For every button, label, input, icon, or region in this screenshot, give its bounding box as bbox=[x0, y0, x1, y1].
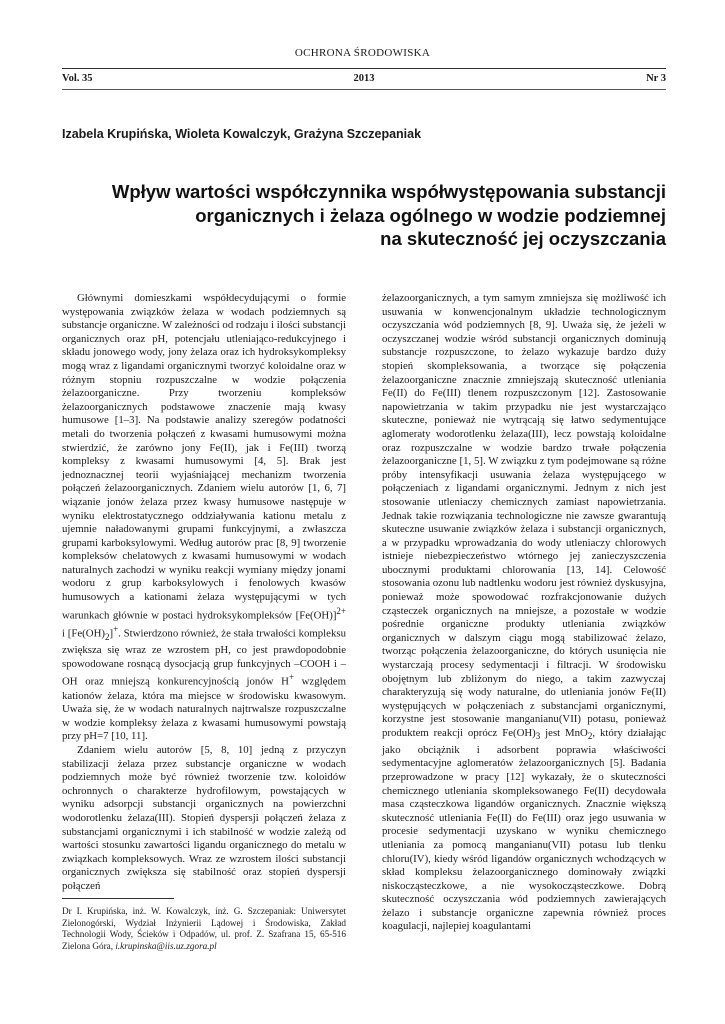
paragraph: Głównymi domieszkami współdecydującymi o formie występowania związków żelaza w wodach podziemnych są substancje organiczne. W zależności od rodzaju i ilości substancji organicznych oraz pH, potencjału utleniająco-redukcyjnego i składu jonowego wody, jony żelaza oraz ich hydroksykompleksy mogą wraz z ligandami organicznymi tworzyć koloidalne oraz w różnym stopniu rozpuszczalne w wodzie połączenia żelazoorganiczne. Przy tworzeniu kompleksów żelazoorganicznych podstawowe znaczenie mają kwasy humusowe [1–3]. Na podstawie analizy szeregów podatności metali do tworzenia połączeń z kwasami humusowymi można stwierdzić, że zarówno jony Fe(II), jak i Fe(III) tworzą kompleksy z kwasami humusowymi [4, 5]. Brak jest jednoznacznej teorii wyjaśniającej mechanizm tworzenia połączeń żelazoorganicznych. Zdaniem wielu autorów [1, 6, 7] wiązanie jonów żelaza przez kwasy humusowe następuje w wyniku elektrostatycznego oddziaływania kationu metalu z ujemnie naładowanymi grupami funkcyjnymi, a zwłaszcza grupami karboksylowymi. Według autorów prac [8, 9] tworzenie kompleksów chelatowych z kwasami humusowymi w wodach naturalnych zachodzi w wyniku reakcji wymiany między jonami wodoru z grup karboksylowych i fenolowych kwasów humusowych a kationami żelaza występującymi w tych warunkach głównie w postaci hydroksykompleksów $[Fe(OH)]^{2+}$ i $[Fe(OH)_2]^+$. Stwierdzono również, że stała trwałości kompleksu zwiększa się wraz ze wzrostem pH, co jest prawdopodobnie spowodowane rosnącą dysocjacją grup funkcyjnych –COOH i –OH oraz mniejszą konkurencyjnością jonów H+ względem kationów żelaza, która ma miejsce w środowisku kwasowym. Uważa się, że w wodach naturalnych najtrwalsze rozpuszczalne w wodzie kompleksy żelaza z kwasami humusowymi powstają przy pH=7 [10, 11]. bbox=[62, 292, 346, 743]
author-email[interactable]: i.krupinska@iis.uz.zgora.pl bbox=[115, 940, 217, 951]
issue-number: Nr 3 bbox=[646, 73, 666, 84]
title-line: organicznych i żelaza ogólnego w wodzie podziemnej bbox=[195, 204, 666, 226]
volume-label: Vol. 35 bbox=[62, 73, 93, 84]
authors: Izabela Krupińska, Wioleta Kowalczyk, Grażyna Szczepaniak bbox=[62, 127, 422, 141]
author-footnote: Dr I. Krupińska, inż. W. Kowalczyk, inż. G. Szczepaniak: Uniwersytet Zielonogórski, Wydział Inżynierii Lądowej i Środowiska, Zakład Technologii Wody, Ścieków i Odpadów, ul. prof. Z. Szafrana 15, 65-516 Zielona Góra, i.krupinska@iis.uz.zgora.pl bbox=[62, 906, 346, 951]
title-line: Wpływ wartości współczynnika współwystępowania substancji bbox=[111, 181, 666, 202]
issue-rule bbox=[62, 89, 666, 90]
article-title bbox=[62, 180, 666, 251]
paragraph: Zdaniem wielu autorów [5, 8, 10] jedną z przyczyn stabilizacji żelaza przez substancje organiczne w wodach podziemnych może być również tworzenie tzw. koloidów ochronnych o charakterze hydrofilowym, powstających w wyniku adsorpcji substancji organicznych na powierzchni wodorotlenku żelaza(III). Stopień dyspersji połączeń żelaza z substancjami organicznymi i ich stabilność w wodzie zależą od wartości stosunku zawartości ligandu organicznego do metalu w związkach kompleksowych. Wraz ze wzrostem ilości substancji organicznych zwiększa się stabilność oraz stopień dyspersji połączeń bbox=[62, 743, 346, 892]
year-label: 2013 bbox=[353, 73, 375, 84]
footnote-rule bbox=[62, 898, 174, 899]
journal-title: OCHRONA ŚRODOWISKA bbox=[294, 47, 431, 59]
title-line: na skuteczność jej oczyszczania bbox=[380, 228, 666, 249]
left-column bbox=[62, 292, 346, 893]
right-column bbox=[382, 292, 666, 934]
header-rule bbox=[62, 68, 666, 69]
paragraph: żelazoorganicznych, a tym samym zmniejsza się możliwość ich usuwania w konwencjonalnym układzie technologicznym oczyszczania wód podziemnych [8, 9]. Uważa się, że jeżeli w oczyszczanej wodzie wśród substancji organicznych dominują substancje rozpuszczone, to żelazo wykazuje bardzo duży stopień skompleksowania, a tworzące się połączenia żelazoorganiczne znacznie zmniejszają skuteczność utleniania Fe(II) do Fe(III) tlenem rozpuszczonym [12]. Zastosowanie napowietrzania w takim przypadku nie jest wystarczająco skuteczne, ponieważ nie wytrącają się łatwo sedymentujące aglomeraty wodorotlenku żelaza(III), lecz powstają koloidalne oraz rozpuszczalne w wodzie bardzo trwałe połączenia żelazoorganiczne [1, 5]. W związku z tym podejmowane są różne próby intensyfikacji usuwania żelaza występującego w połączeniach z ligandami organicznymi. Jednym z nich jest stosowanie utleniaczy chemicznych zamiast napowietrzania. Jednak takie rozwiązania technologiczne nie zawsze gwarantują skuteczne usuwanie związków żelaza i substancji organicznych, a w przypadku wprowadzania do wody utleniaczy chlorowych istnieje niebezpieczeństwo wtórnego jej zanieczyszczenia ubocznymi produktami chlorowania [13, 14]. Celowość stosowania ozonu lub nadtlenku wodoru jest również dyskusyjna, ponieważ może spowodować rozfrakcjonowanie dużych cząsteczek organicznych na mniejsze, a pozostałe w wodzie pośrednie organiczne produkty utleniania związków organicznych w dalszym ciągu mogą stabilizować żelazo, tworząc połączenia żelazoorganiczne, do których usunięcia nie wystarczają procesy sedymentacji i filtracji. W środowisku obojętnym lub zbliżonym do niego, a takim zazwyczaj charakteryzują się wody naturalne, do utleniania jonów Fe(II) występujących w połączeniach z substancjami organicznymi, korzystne jest stosowanie manganianu(VII) potasu, ponieważ produktem reakcji oprócz $Fe(OH)_3$ jest MnO$_2$, który działając jako obciążnik i adsorbent poprawia właściwości sedymentacyjne aglomeratów żelazoorganicznych [5]. Badania przeprowadzone w pracy [12] wykazały, że o skuteczności chemicznego utleniania skompleksowanego Fe(II) decydowała masa cząsteczkowa ligandów organicznych. Znacznie większą skuteczność utleniania Fe(II) do Fe(III) oraz jego usuwania w procesie sedymentacji uzyskano w wyniku chemicznego utleniania za pomocą manganianu(VII) potasu lub tlenku chloru(IV), kiedy wśród ligandów organicznych wchodzących w skład kompleksu żelazoorganicznego dominowały związki niskocząsteczkowe, a nie wysokocząsteczkowe. Dobrą skuteczność oczyszczania wód podziemnych zawierających żelazo i substancje organiczne zapewnia również proces koagulacji, najlepiej koagulantami bbox=[382, 292, 666, 933]
